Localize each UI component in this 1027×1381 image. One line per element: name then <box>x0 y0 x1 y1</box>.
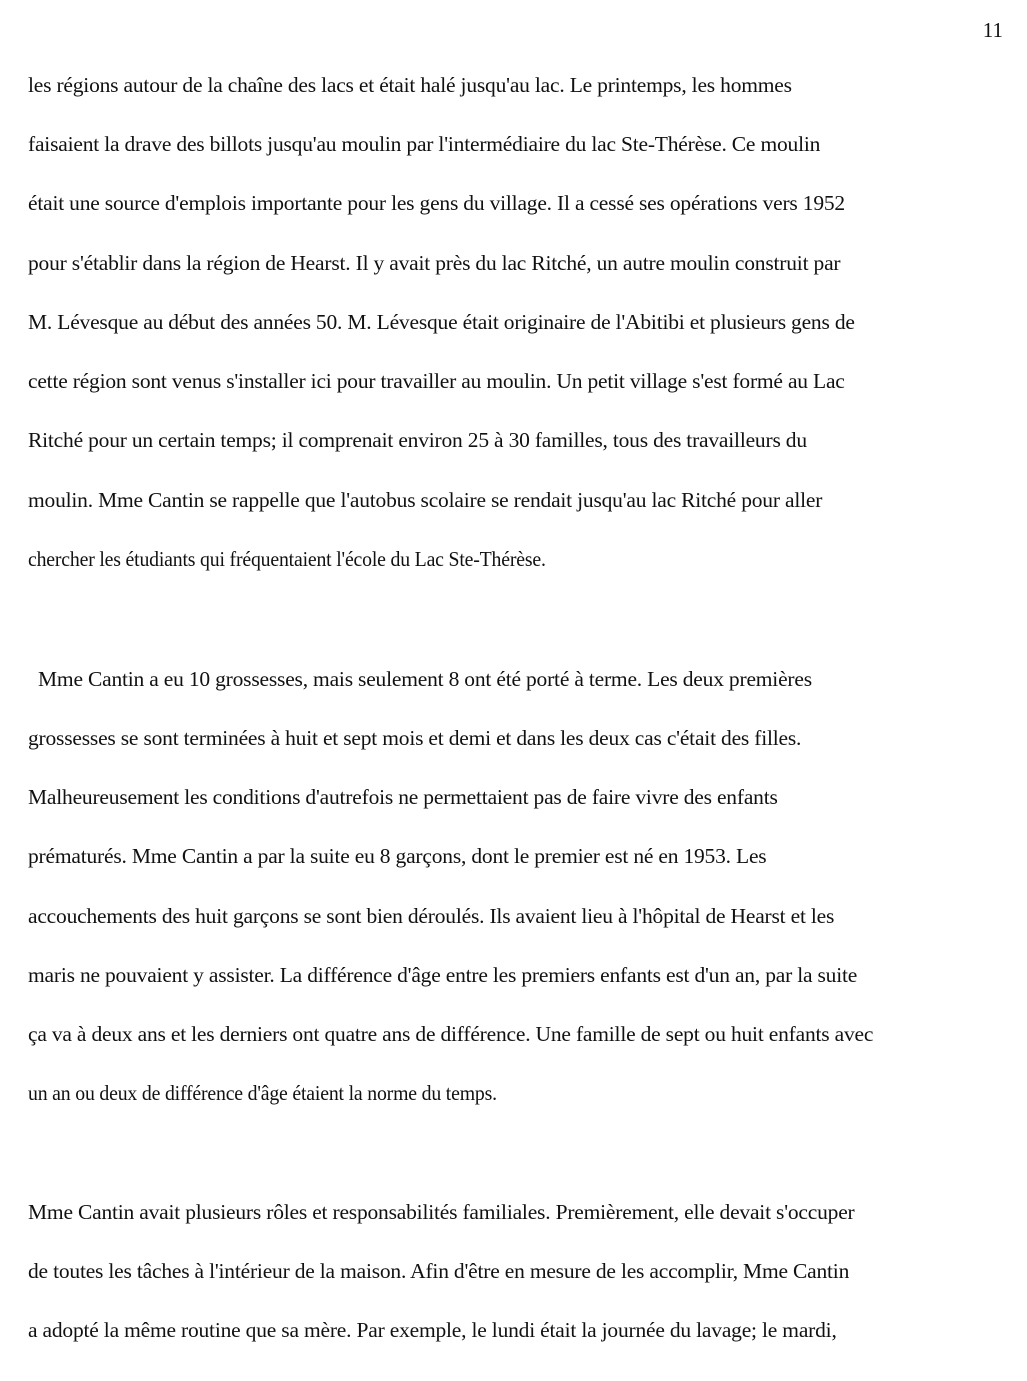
text-line: Malheureusement les conditions d'autrefois ne permettaient pas de faire vivre des enfants <box>28 785 778 809</box>
text-line: Mme Cantin avait plusieurs rôles et responsabilités familiales. Premièrement, elle devait s'occuper <box>28 1200 855 1224</box>
text-line: les régions autour de la chaîne des lacs et était halé jusqu'au lac. Le printemps, les hommes <box>28 73 792 97</box>
text-line: faisaient la drave des billots jusqu'au moulin par l'intermédiaire du lac Ste-Thérèse. Ce moulin <box>28 132 821 156</box>
text-line: M. Lévesque au début des années 50. M. Lévesque était originaire de l'Abitibi et plusieurs gens de <box>28 310 855 334</box>
text-line: a adopté la même routine que sa mère. Par exemple, le lundi était la journée du lavage; le mardi, <box>28 1318 837 1342</box>
text-line: un an ou deux de différence d'âge étaient la norme du temps. <box>28 1081 497 1105</box>
text-line: grossesses se sont terminées à huit et sept mois et demi et dans les deux cas c'était des filles. <box>28 726 802 750</box>
text-line: pour s'établir dans la région de Hearst. Il y avait près du lac Ritché, un autre moulin construit par <box>28 251 841 275</box>
page-number: 11 <box>982 18 1003 42</box>
text-line: chercher les étudiants qui fréquentaient l'école du Lac Ste-Thérèse. <box>28 547 546 571</box>
text-line: moulin. Mme Cantin se rappelle que l'autobus scolaire se rendait jusqu'au lac Ritché pour aller <box>28 488 823 512</box>
text-line: de toutes les tâches à l'intérieur de la maison. Afin d'être en mesure de les accomplir, Mme Cantin <box>28 1259 850 1283</box>
text-line: cette région sont venus s'installer ici pour travailler au moulin. Un petit village s'est formé au Lac <box>28 369 845 393</box>
text-line: prématurés. Mme Cantin a par la suite eu 8 garçons, dont le premier est né en 1953. Les <box>28 844 767 868</box>
text-line: ça va à deux ans et les derniers ont quatre ans de différence. Une famille de sept ou huit enfants avec <box>28 1022 874 1046</box>
text-line: accouchements des huit garçons se sont bien déroulés. Ils avaient lieu à l'hôpital de Hearst et les <box>28 904 835 928</box>
text-line: était une source d'emplois importante pour les gens du village. Il a cessé ses opérations vers 1952 <box>28 191 845 215</box>
text-line: maris ne pouvaient y assister. La différence d'âge entre les premiers enfants est d'un an, par la suite <box>28 963 858 987</box>
text-line: Ritché pour un certain temps; il comprenait environ 25 à 30 familles, tous des travailleurs du <box>28 428 807 452</box>
text-line: Mme Cantin a eu 10 grossesses, mais seulement 8 ont été porté à terme. Les deux premières <box>38 667 812 691</box>
